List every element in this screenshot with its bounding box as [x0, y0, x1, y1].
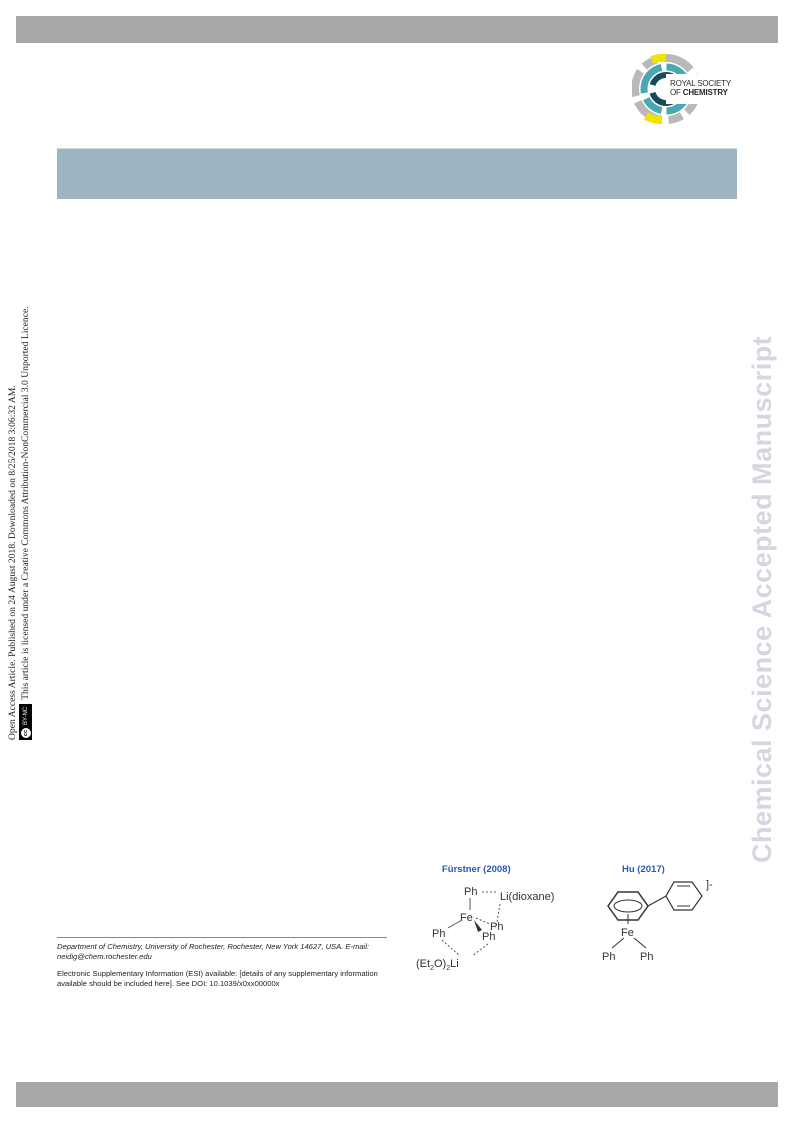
et2o-li-label: $(Et_2O)_2Li$	[416, 958, 459, 972]
fe-ph-left-bond	[448, 920, 462, 928]
esi-note: Electronic Supplementary Information (ESI) available: [details of any supplementary information available should be included here]. See DOI: 10.1039/x0xx00000x	[57, 969, 378, 988]
cc-badge-text: BY-NC	[22, 706, 29, 725]
author-affiliation: Department of Chemistry, University of Rochester, Rochester, New York 14627, USA. E-mail: neidig@chem.rochester.edu	[57, 942, 370, 961]
chemical-structures-figure	[412, 858, 742, 978]
logo-text-of: OF	[670, 88, 681, 97]
fe-label-left: Fe	[460, 912, 473, 924]
fe-label-right: Fe	[621, 927, 634, 939]
logo-text-chemistry: CHEMISTRY	[682, 88, 728, 97]
furstner-structure	[416, 886, 554, 972]
structure-drawing	[412, 858, 742, 978]
hu-structure-title: Hu (2017)	[622, 864, 665, 875]
wedge-bond	[474, 920, 482, 932]
open-access-notice	[7, 200, 32, 740]
fe-ph-right-dashed-bond	[476, 918, 490, 924]
ph-li-lower-right-dashed-bond	[472, 944, 488, 956]
ph-left-label-hu: Ph	[602, 951, 616, 963]
footnote-divider	[57, 937, 387, 938]
hu-structure	[602, 879, 713, 963]
licence-row	[19, 200, 32, 740]
ph-top-label: Ph	[464, 886, 478, 898]
header-bar	[16, 16, 778, 43]
ph-right-label-hu: Ph	[640, 951, 654, 963]
cc-license-badge[interactable]	[19, 704, 32, 740]
logo-text-line1: ROYAL SOCIETY	[670, 79, 731, 88]
ph-right-label: Ph	[490, 921, 504, 933]
furstner-structure-title: Fürstner (2008)	[442, 864, 511, 875]
fe-ph-right-bond-hu	[634, 938, 646, 948]
ph-li-lower-dashed-bond	[442, 940, 460, 956]
fe-ph-left-bond-hu	[612, 938, 624, 948]
logo-text-line2	[670, 88, 728, 97]
ph-left-label: Ph	[432, 928, 446, 940]
rsc-logo	[632, 52, 742, 126]
footer-bar	[16, 1082, 778, 1107]
accepted-manuscript-watermark: Chemical Science Accepted Manuscript	[747, 335, 777, 863]
anion-charge-label: ]-	[706, 879, 713, 891]
cc-icon: cc	[20, 727, 32, 739]
ph-bottom-label: Ph	[482, 931, 496, 943]
licence-notice[interactable]: This article is licensed under a Creative Commons Attribution-NonCommercial 3.0 Unported Licence.	[19, 306, 31, 700]
biphenyl-bond	[648, 896, 666, 906]
li-dioxane-label: Li(dioxane)	[500, 891, 555, 903]
eta6-coordination-ring	[614, 900, 642, 912]
title-band	[57, 148, 737, 199]
publication-notice: Open Access Article. Published on 24 August 2018. Downloaded on 8/25/2018 3:06:32 AM.	[7, 385, 18, 740]
